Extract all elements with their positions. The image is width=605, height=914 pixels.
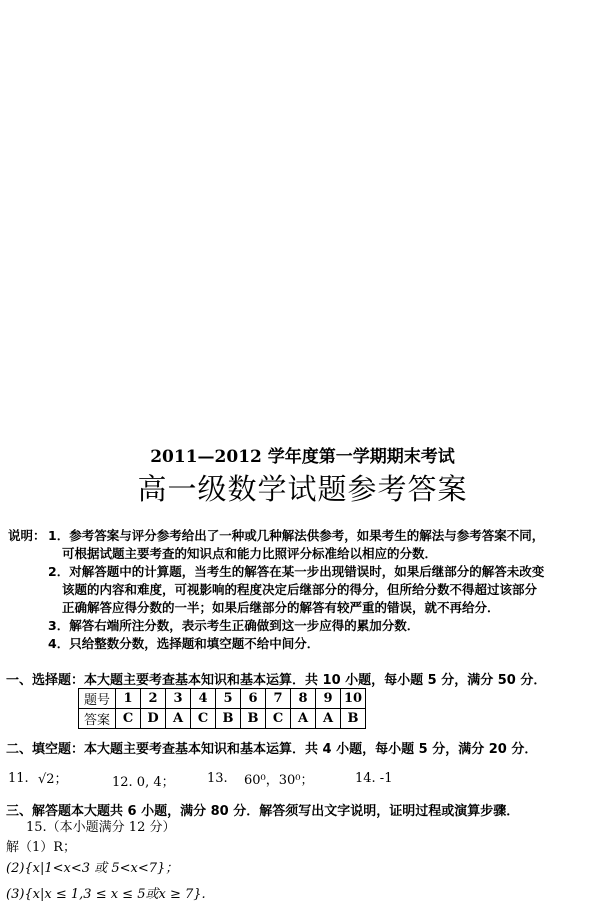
- section-1-title: 一、选择题：本大题主要考查基本知识和基本运算．共 10 小题，每小题 5 分，满分 50 分．: [6, 673, 547, 688]
- q13-answer: 60⁰，30⁰；: [244, 773, 314, 788]
- answer-cell: B: [216, 709, 241, 729]
- q15-part2: (2){x|1<x<3 或 5<x<7}；: [6, 861, 179, 876]
- table-row: [79, 689, 366, 709]
- answer-cell: C: [266, 709, 291, 729]
- answer-cell: A: [166, 709, 191, 729]
- q15-part3: (3){x|x ≤ 1,3 ≤ x ≤ 5或x ≥ 7}.: [6, 887, 206, 902]
- q13-label: 13.: [207, 771, 228, 786]
- answer-cell: B: [241, 709, 266, 729]
- exam-title: 2011—2012 学年度第一学期期末考试: [150, 447, 455, 467]
- instructions-label: 说明：: [8, 528, 46, 543]
- question-number: 6: [241, 689, 266, 709]
- multiple-choice-answer-table: [78, 688, 366, 729]
- answer-cell: A: [316, 709, 341, 729]
- answer-cell: A: [291, 709, 316, 729]
- q14-answer: 14. -1: [355, 771, 393, 786]
- question-number: 5: [216, 689, 241, 709]
- instruction-line: 2．对解答题中的计算题，当考生的解答在某一步出现错误时，如果后继部分的解答未改变: [48, 564, 545, 579]
- section-3-title: 三、解答题本大题共 6 小题，满分 80 分．解答须写出文字说明，证明过程或演算步骤．: [6, 804, 520, 819]
- answer-cell: D: [141, 709, 166, 729]
- q15-part1: 解（1）R；: [6, 840, 77, 855]
- question-number: 9: [316, 689, 341, 709]
- q11-label: 11.: [8, 771, 29, 786]
- question-number: 8: [291, 689, 316, 709]
- row-label: 答案: [79, 709, 116, 729]
- q15-header: 15.（本小题满分 12 分）: [26, 820, 176, 835]
- answer-cell: C: [116, 709, 141, 729]
- answer-cell: C: [191, 709, 216, 729]
- instruction-line: 可根据试题主要考查的知识点和能力比照评分标准给以相应的分数．: [62, 546, 438, 561]
- row-label: 题号: [79, 689, 116, 709]
- q11-answer: √2；: [38, 772, 68, 787]
- instruction-line: 3．解答右端所注分数，表示考生正确做到这一步应得的累加分数．: [48, 618, 420, 633]
- table-row: [79, 709, 366, 729]
- q12-answer: 12. 0, 4；: [112, 775, 175, 790]
- answer-cell: B: [341, 709, 366, 729]
- section-2-title: 二、填空题：本大题主要考查基本知识和基本运算．共 4 小题，每小题 5 分，满分 20 分．: [6, 742, 538, 757]
- answer-key-title: 高一级数学试题参考答案: [137, 472, 468, 506]
- question-number: 10: [341, 689, 366, 709]
- instruction-line: 正确解答应得分数的一半；如果后继部分的解答有较严重的错误，就不再给分．: [62, 600, 500, 615]
- instruction-line: 1．参考答案与评分参考给出了一种或几种解法供参考，如果考生的解法与参考答案不同，: [48, 528, 545, 543]
- question-number: 4: [191, 689, 216, 709]
- question-number: 1: [116, 689, 141, 709]
- question-number: 2: [141, 689, 166, 709]
- instruction-line: 该题的内容和难度，可视影响的程度决定后继部分的得分，但所给分数不得超过该部分: [62, 582, 538, 597]
- question-number: 3: [166, 689, 191, 709]
- instruction-line: 4．只给整数分数，选择题和填空题不给中间分．: [48, 636, 320, 651]
- question-number: 7: [266, 689, 291, 709]
